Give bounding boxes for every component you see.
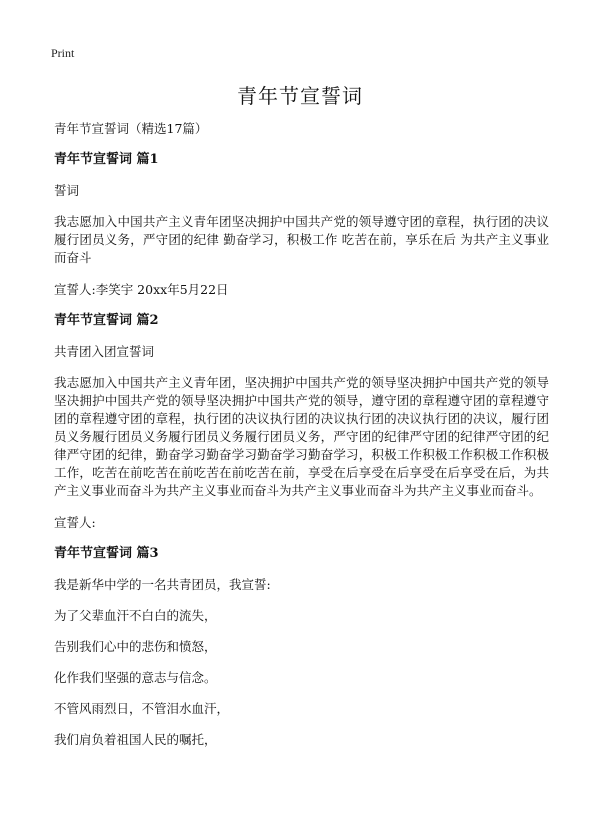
verse-line: 我是新华中学的一名共青团员，我宣誓: [54, 577, 271, 592]
section-body-1: 我志愿加入中国共产主义青年团坚决拥护中国共产党的领导遵守团的章程，执行团的决议 履行团员义务，严守团的纪律 勤奋学习，积极工作 吃苦在前，享乐在后 为共产主义事业而奋斗 [54, 214, 550, 265]
verse-line: 不管风雨烈日，不管泪水血汗， [54, 701, 230, 716]
page-title: 青年节宣誓词 [237, 84, 363, 108]
section-intro-1: 誓词 [54, 183, 80, 198]
verse-line: 告别我们心中的悲伤和愤怒， [54, 639, 217, 654]
section-body-2: 我志愿加入中国共产主义青年团，坚决拥护中国共产党的领导坚决拥护中国共产党的领导坚决拥护中国共产党的领导坚决拥护中国共产党的领导，遵守团的章程遵守团的章程遵守团的章程遵守团的章程，执行团的决议执行团的决议执行团的决议执行团的决议，履行团员义务履行团员义务履行团员义务履行团员义务，严守团的纪律严守团的纪律严守团的纪律严守团的纪律，勤奋学习勤奋学习勤奋学习勤奋学习，积极工作积极工作积极工作积极工作，吃苦在前吃苦在前吃苦在前吃苦在前，享受在后享受在后享受在后享受在后，为共产主义事业而奋斗为共产主义事业而奋斗为共产主义事业而奋斗为共产主义事业而奋斗。 [54, 375, 549, 498]
document-body [54, 120, 549, 762]
section-signature-1: 宣誓人:李笑宇 20xx年5月22日 [54, 282, 229, 297]
section-heading-3: 青年节宣誓词 篇3 [54, 546, 159, 561]
print-label: Print [51, 46, 75, 60]
section-intro-2: 共青团入团宣誓词 [54, 344, 155, 359]
verse-line: 化作我们坚强的意志与信念。 [54, 670, 217, 685]
verse-line: 我们肩负着祖国人民的嘱托， [54, 732, 217, 747]
section-heading-1: 青年节宣誓词 篇1 [54, 152, 159, 167]
section-heading-2: 青年节宣誓词 篇2 [54, 313, 159, 328]
verse-line: 为了父辈血汗不白白的流失， [54, 608, 217, 623]
document-subtitle: 青年节宣誓词（精选17篇） [54, 121, 208, 136]
section-signature-2: 宣誓人: [54, 515, 96, 530]
